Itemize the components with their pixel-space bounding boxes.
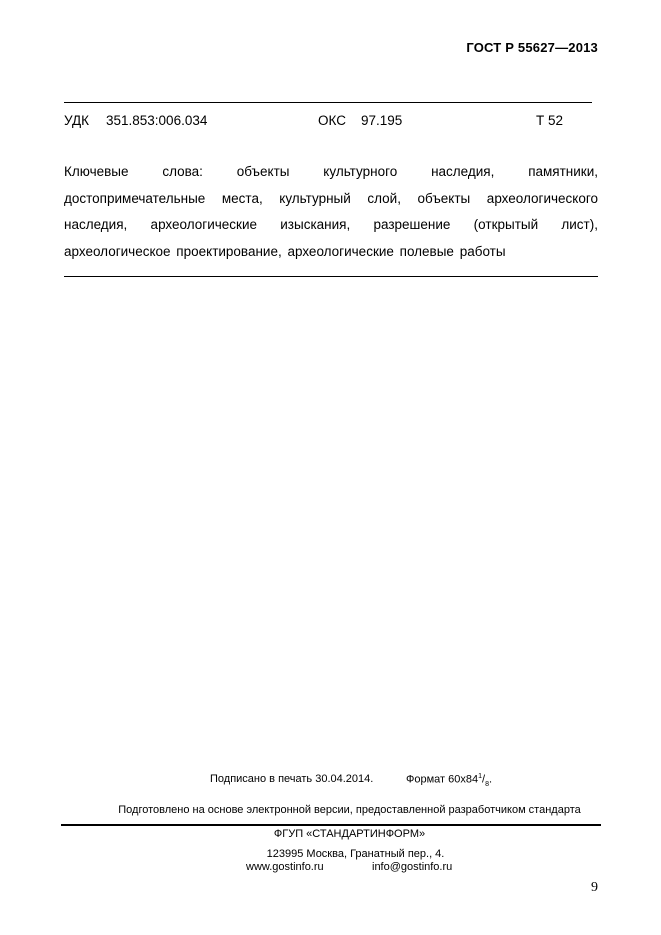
standard-code: ГОСТ Р 55627—2013: [466, 40, 598, 55]
paper-format: [406, 773, 492, 788]
format-sub: 8: [485, 780, 489, 788]
imprint-address-row: [0, 848, 661, 860]
keywords-line: археологическое проектирование, археологические полевые работы: [64, 243, 506, 259]
t-code: Т 52: [536, 113, 564, 128]
footer-divider: [61, 824, 601, 826]
udk-value: 351.853:006.034: [106, 113, 208, 128]
classification-row: [64, 113, 598, 133]
imprint-publisher-row: [0, 828, 661, 840]
email-link[interactable]: info@gostinfo.ru: [372, 861, 453, 873]
top-divider: [64, 102, 592, 103]
page-number: 9: [591, 880, 598, 895]
keywords-line: достопримечательные места, культурный слой, объекты археологического: [64, 190, 598, 206]
keywords-line: Ключевые слова: объекты культурного наследия, памятники,: [64, 164, 598, 179]
keywords-block: [64, 159, 598, 265]
format-sup: 1: [478, 773, 483, 780]
oks-value: 97.195: [361, 113, 403, 128]
oks-label: ОКС: [318, 113, 346, 128]
imprint-prepared-row: [0, 804, 661, 816]
udk-label: УДК: [64, 113, 89, 128]
signed-date: Подписано в печать 30.04.2014.: [210, 773, 374, 785]
publisher-name: ФГУП «СТАНДАРТИНФОРМ»: [273, 828, 426, 840]
website-link[interactable]: www.gostinfo.ru: [246, 861, 324, 873]
publisher-address: 123995 Москва, Гранатный пер., 4.: [266, 848, 445, 860]
format-sep: /: [482, 773, 486, 786]
format-suffix: .: [488, 773, 493, 786]
keywords-divider: [64, 276, 598, 277]
prepared-note: Подготовлено на основе электронной версии, предоставленной разработчиком стандарта: [118, 804, 581, 816]
format-prefix: Формат 60x84: [406, 773, 479, 786]
keywords-line: наследия, археологические изыскания, разрешение (открытый лист),: [64, 217, 598, 232]
